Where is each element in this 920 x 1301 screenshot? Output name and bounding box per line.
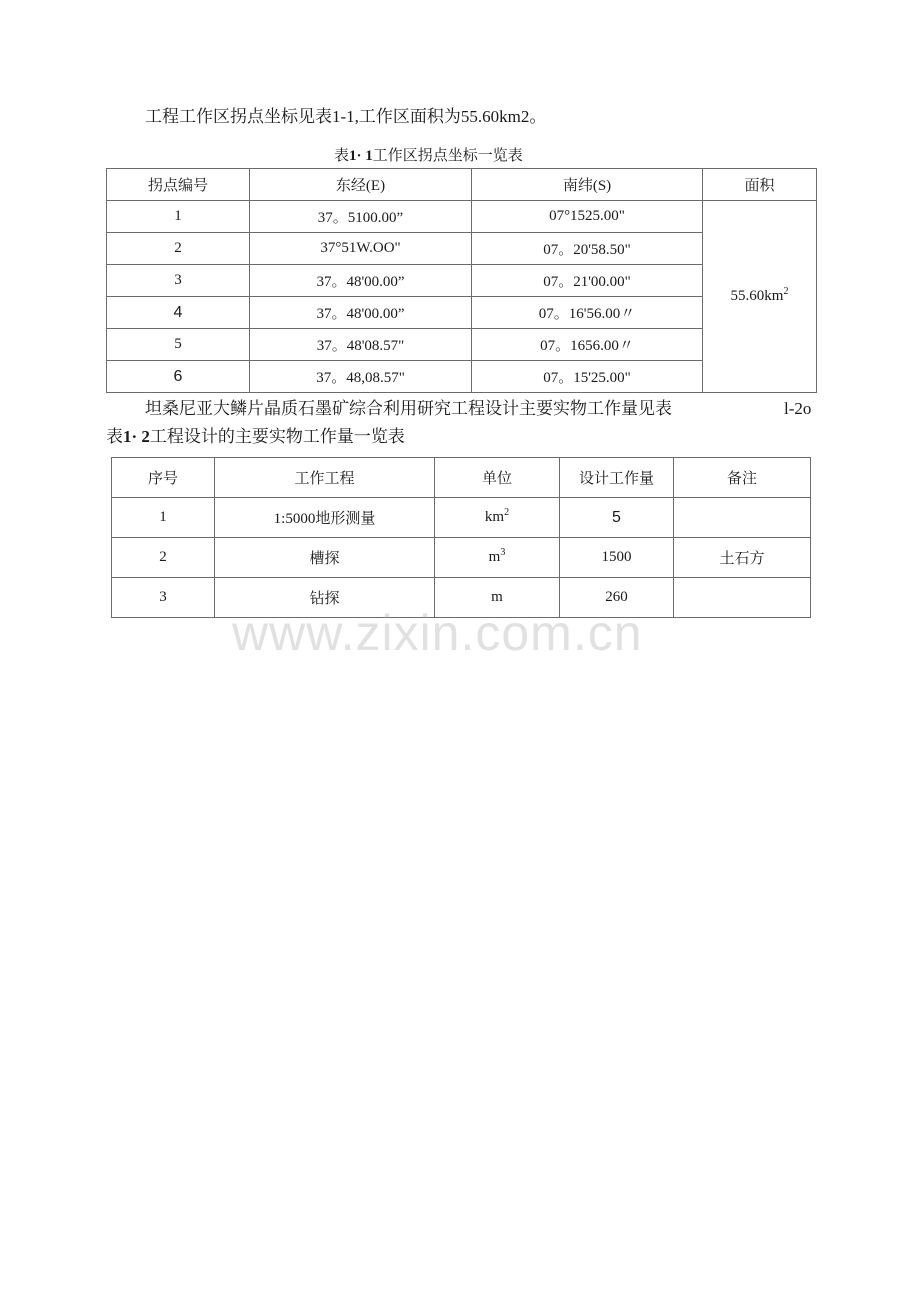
table1-caption-number: 1· 1 [349, 148, 373, 164]
area-value: 55.60km [730, 288, 784, 304]
point-id: 4 [107, 297, 250, 329]
south-latitude: 07°1525.00" [472, 201, 703, 233]
unit: km [484, 509, 505, 525]
unit-cell [435, 498, 560, 538]
work-item: 1:5000地形测量 [215, 498, 435, 538]
header-cell: 拐点编号 [107, 169, 250, 201]
header-cell: 东经(E) [250, 169, 472, 201]
east-longitude: 37。48,08.57" [250, 361, 472, 393]
header-cell: 南纬(S) [472, 169, 703, 201]
south-latitude: 07。1656.00〃 [472, 329, 703, 361]
point-id: 3 [107, 265, 250, 297]
unit-superscript: 3 [500, 547, 506, 558]
table1-caption-prefix: 表 [334, 148, 350, 164]
table2-caption-title: 工程设计的主要实物工作量一览表 [149, 427, 405, 446]
work-item: 钻探 [215, 578, 435, 618]
row-number: 3 [112, 578, 215, 618]
header-cell: 面积 [703, 169, 817, 201]
table-row [112, 498, 811, 538]
unit-cell [435, 538, 560, 578]
area-cell [703, 201, 817, 393]
unit: m [488, 549, 501, 565]
table-header-row [112, 458, 811, 498]
point-id: 2 [107, 233, 250, 265]
table2-caption [106, 426, 405, 448]
south-latitude: 07。20'58.50" [472, 233, 703, 265]
workload-table [111, 457, 811, 618]
point-id: 1 [107, 201, 250, 233]
intro-paragraph: 工程工作区拐点坐标见表1-1,工作区面积为55.60km2。 [145, 107, 547, 126]
point-id: 5 [107, 329, 250, 361]
south-latitude: 07。16'56.00〃 [472, 297, 703, 329]
design-quantity: 260 [560, 578, 674, 618]
header-cell: 序号 [112, 458, 215, 498]
table-row [112, 538, 811, 578]
table2-caption-prefix: 表 [106, 427, 123, 446]
design-quantity: 1500 [560, 538, 674, 578]
remark: 土石方 [674, 538, 811, 578]
area-superscript: 2 [783, 286, 789, 297]
workload-paragraph: 坦桑尼亚大鳞片晶质石墨矿综合利用研究工程设计主要实物工作量见表 [145, 399, 672, 418]
east-longitude: 37。48'00.00” [250, 297, 472, 329]
header-cell: 工作工程 [215, 458, 435, 498]
table2-caption-number: 1· 2 [123, 427, 150, 446]
row-number: 1 [112, 498, 215, 538]
header-cell: 备注 [674, 458, 811, 498]
unit-superscript: 2 [504, 507, 510, 518]
east-longitude: 37°51W.OO" [250, 233, 472, 265]
header-cell: 单位 [435, 458, 560, 498]
south-latitude: 07。21'00.00" [472, 265, 703, 297]
table1-caption [334, 146, 523, 166]
table-header-row [107, 169, 817, 201]
table-reference: l-2o [784, 399, 812, 418]
remark [674, 498, 811, 538]
coordinates-table [106, 168, 817, 393]
south-latitude: 07。15'25.00" [472, 361, 703, 393]
design-quantity: 5 [560, 498, 674, 538]
east-longitude: 37。48'00.00” [250, 265, 472, 297]
header-cell: 设计工作量 [560, 458, 674, 498]
remark [674, 578, 811, 618]
row-number: 2 [112, 538, 215, 578]
east-longitude: 37。48'08.57" [250, 329, 472, 361]
table-row [107, 201, 817, 233]
east-longitude: 37。5100.00” [250, 201, 472, 233]
work-item: 槽探 [215, 538, 435, 578]
table1-caption-title: 工作区拐点坐标一览表 [372, 148, 523, 164]
watermark: www.zixin.com.cn [232, 605, 643, 661]
unit: m [491, 589, 503, 605]
point-id: 6 [107, 361, 250, 393]
